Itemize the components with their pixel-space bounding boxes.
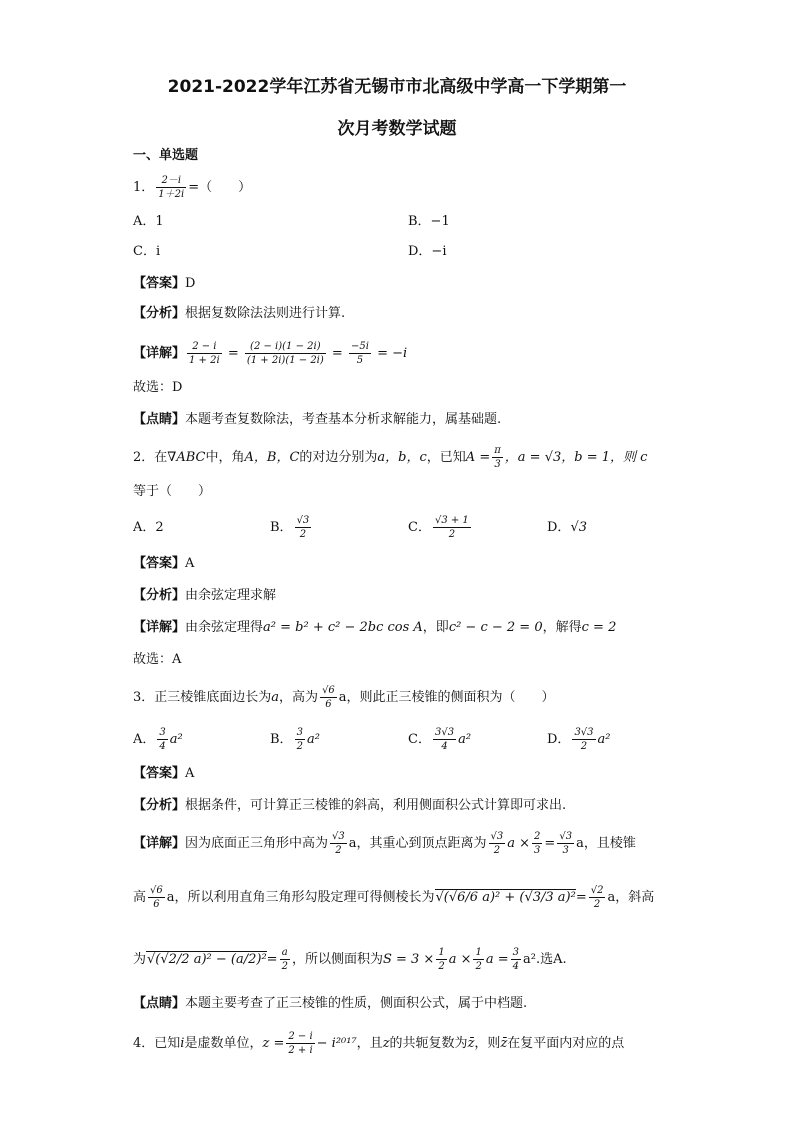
q2-given-values: ，a = √3，b = 1，则 c [504, 450, 648, 465]
q2-detail [133, 618, 616, 638]
q2-stem-part-f: ，已知 [426, 450, 466, 465]
q2-pi-frac [492, 444, 503, 471]
q3-d1-frac-2-den: 2 [493, 845, 501, 856]
q3-d1-part-b: a，其重心到顶点距离为 [348, 836, 487, 851]
q2-option-b-label: B． [270, 520, 293, 535]
q2-answer-tag: 【答案】 [133, 556, 186, 571]
q3-d2-frac-1 [148, 884, 165, 911]
q3-option-c-label: C． [408, 732, 431, 747]
q2-stem-part-a: 2．在 [133, 450, 168, 465]
q1-comment-tag: 【点睛】 [133, 412, 186, 427]
q2-option-d [547, 518, 587, 538]
q2-option-c-frac [433, 514, 471, 541]
q3-d3-frac-3 [473, 946, 483, 973]
q3-d2-frac-1-den: 6 [153, 899, 160, 910]
q3-d2-frac-1-num: √6 [150, 885, 163, 896]
q3-option-d-var: a² [597, 732, 611, 747]
q1-detail-frac-2 [245, 340, 326, 367]
document-title-line-1: 2021-2022学年江苏省无锡市市北高级中学高一下学期第一 [167, 77, 627, 97]
q3-option-a-label: A． [133, 732, 156, 747]
q2-answer [133, 554, 194, 574]
q4-z-eq: z = [262, 1036, 285, 1051]
q3-option-b-den: 2 [296, 741, 303, 752]
q1-option-d: D．−i [408, 244, 447, 259]
q3-d3-frac-1-den: 2 [281, 961, 288, 972]
q2-choose: 故选：A [133, 652, 182, 667]
q3-option-b-label: B． [270, 732, 293, 747]
q3-comment-text: 本题主要考查了正三棱锥的性质，侧面积公式，属于中档题. [185, 996, 528, 1011]
q3-height-num: √6 [322, 685, 335, 696]
q2-detail-formula: a² = b² + c² − 2bc cos A [263, 620, 423, 635]
q3-d3-frac-1 [280, 946, 290, 973]
q4-stem-part-f: 在复平面内对应的点 [507, 1036, 625, 1051]
q2-angle-a-eq: A = [465, 450, 491, 465]
q1-number: 1． [133, 180, 155, 195]
q2-angles: A，B，C [244, 450, 300, 465]
q4-stem-part-a: 4．已知 [133, 1036, 181, 1051]
q1-stem-tail: =（ ） [188, 180, 252, 195]
q2-option-b-den: 2 [299, 529, 307, 540]
q2-detail-solution: c = 2 [581, 620, 617, 635]
q3-analysis-tag: 【分析】 [133, 798, 186, 813]
q1-detail-tag: 【详解】 [133, 346, 186, 361]
q3-d1-frac-4-num: √3 [559, 831, 573, 842]
q2-option-d-label: D． [547, 520, 571, 535]
q3-d1-frac-1-den: 2 [335, 845, 342, 856]
q1-detail-frac-1-den: 1 + 2i [189, 355, 220, 366]
q3-d1-frac-4 [557, 830, 574, 857]
q3-answer-value: A [185, 766, 195, 781]
q3-d3-frac-1-num: a [280, 946, 290, 960]
q3-d1-part-a: 因为底面正三角形中高为 [185, 836, 329, 851]
q3-option-b-num: 3 [296, 727, 303, 738]
q2-sides: a，b，c [377, 450, 427, 465]
q2-analysis [133, 586, 276, 606]
q2-option-c-num: √3 + 1 [434, 515, 469, 526]
q1-detail-frac-3-den: 5 [356, 355, 364, 366]
q3-option-d [547, 726, 611, 753]
q3-d1-frac-3-num: 2 [534, 831, 541, 842]
q1-detail-frac-3-num: −5i [350, 341, 369, 352]
q4-z-frac [286, 1030, 314, 1057]
q3-d3-part-e: a = [485, 952, 509, 967]
q1-detail-end: = −i [377, 346, 408, 361]
q4-z-tail: − i²⁰¹⁷ [316, 1036, 357, 1051]
q3-option-c-num: 3√3 [434, 727, 455, 738]
q3-d3-frac-2-num: 1 [438, 947, 445, 958]
q3-d3-frac-3-den: 2 [475, 961, 482, 972]
q2-pi-num: π [494, 445, 501, 456]
q1-analysis-text: 根据复数除法法则进行计算. [185, 306, 346, 321]
q2-detail-tag: 【详解】 [133, 620, 186, 635]
q3-option-a-num: 3 [159, 727, 166, 738]
q2-option-a: A．2 [133, 520, 164, 535]
q3-option-d-label: D． [547, 732, 571, 747]
q4-z: z [382, 1036, 390, 1051]
q1-detail-frac-2-num: (2 − i)(1 − 2i) [245, 340, 326, 354]
q4-stem-part-b: 是虚数单位， [184, 1036, 263, 1051]
q1-detail-frac-2-den: (1 + 2i)(1 − 2i) [246, 355, 324, 366]
q3-option-c-den: 4 [441, 741, 448, 752]
q3-comment [133, 994, 527, 1014]
q3-d1-frac-1 [330, 830, 347, 857]
q2-detail-part-b: ，即 [422, 620, 449, 635]
q3-analysis-text: 根据条件，可计算正三棱锥的斜高，利用侧面积公式计算即可求出. [185, 798, 567, 813]
q3-side-a: a [271, 690, 280, 705]
q2-detail-part-c: ，解得 [542, 620, 582, 635]
q3-d1-part-d: = [544, 836, 556, 851]
q2-answer-value: A [185, 556, 195, 571]
q3-detail-line-3 [133, 946, 567, 973]
q3-d2-frac-2 [589, 884, 606, 911]
q2-stem-line-1 [133, 444, 647, 471]
q3-d2-frac-2-den: 2 [593, 899, 601, 910]
q2-option-c-den: 2 [448, 529, 456, 540]
q1-stem [133, 174, 251, 201]
q3-d2-part-a: 高 [133, 890, 147, 905]
q3-option-d-num: 3√3 [574, 727, 594, 738]
q1-frac-den: 1＋2i [158, 189, 185, 200]
q3-d3-frac-4 [511, 946, 521, 973]
q3-d3-area-s: S = 3 × [382, 952, 435, 967]
q4-z-num: 2 − i [288, 1031, 313, 1042]
q2-stem-part-d: 的对边分别为 [299, 450, 378, 465]
q1-comment [133, 410, 501, 430]
q3-option-a-var: a² [169, 732, 183, 747]
section-heading: 一、单选题 [133, 148, 199, 163]
q3-analysis [133, 796, 566, 816]
q3-d2-frac-2-num: √2 [590, 885, 604, 896]
document-title-line-2: 次月考数学试题 [337, 119, 457, 139]
q1-answer-tag: 【答案】 [133, 276, 186, 291]
q3-d3-frac-2-den: 2 [438, 961, 445, 972]
q3-stem-part-c: a，则此正三棱锥的侧面积为（ ） [338, 690, 555, 705]
q3-d3-frac-2 [436, 946, 446, 973]
q2-option-b-num: √3 [296, 515, 310, 526]
q3-d1-frac-3 [532, 830, 542, 857]
q3-option-b-var: a² [306, 732, 320, 747]
q3-d1-frac-3-den: 3 [534, 845, 541, 856]
q2-option-b [270, 514, 313, 541]
q3-d3-part-d: a × [448, 952, 472, 967]
q1-detail: 【详解】 $\frac{2 - i}{1 + 2i}$ = $\frac{(2 - i)(1 - 2i)}{(1 + 2i)(1 - 2i)}$ = $\frac{-5i}{5}$ = −i [133, 341, 408, 366]
q2-detail-part-a: 由余弦定理得 [185, 620, 264, 635]
q3-d3-part-f: a².选A. [523, 952, 567, 967]
q3-d3-frac-4-num: 3 [512, 947, 519, 958]
q3-d2-part-c: = [575, 890, 587, 905]
q1-option-b: B．−1 [408, 214, 450, 229]
q1-comment-text: 本题考查复数除法，考查基本分析求解能力，属基础题. [185, 412, 502, 427]
q1-fraction [156, 174, 186, 201]
q3-d3-sqrt-expr: √(√2/2 a)² − (a/2)² [147, 952, 267, 967]
q1-frac-num: 2－i [156, 174, 186, 188]
q2-pi-den: 3 [494, 459, 501, 470]
q2-triangle: ∇ABC [167, 450, 206, 465]
q3-answer-tag: 【答案】 [133, 766, 186, 781]
q3-d1-frac-2 [489, 830, 506, 857]
q3-d2-sqrt-expr: √(√6/6 a)² + (√3/3 a)² [435, 890, 576, 905]
q1-answer-value: D [185, 276, 196, 291]
q4-stem-part-c: ，且 [356, 1036, 383, 1051]
q3-option-b-frac [295, 726, 305, 753]
q3-option-a [133, 726, 183, 753]
q3-d3-part-a: 为 [133, 952, 147, 967]
q3-d3-part-b: = [266, 952, 278, 967]
q3-stem-part-a: 3．正三棱锥底面边长为 [133, 690, 272, 705]
q3-answer [133, 764, 194, 784]
q3-d1-frac-2-num: √3 [490, 831, 504, 842]
q1-detail-frac-3 [349, 340, 371, 367]
q4-stem-part-d: 的共轭复数为 [389, 1036, 468, 1051]
q2-detail-equation: c² − c − 2 = 0 [448, 620, 543, 635]
q4-zbar: z̄ [467, 1036, 475, 1051]
q1-detail-frac-1 [187, 340, 222, 367]
q3-d2-part-b: a，所以利用直角三角形勾股定理可得侧棱长为 [166, 890, 435, 905]
q4-z-den: 2 + i [288, 1045, 313, 1056]
q2-option-b-frac [295, 514, 312, 541]
q2-analysis-text: 由余弦定理求解 [185, 588, 277, 603]
q3-option-c-frac [433, 726, 456, 753]
q4-stem [133, 1030, 624, 1057]
q1-answer [133, 274, 195, 294]
q3-option-d-frac [572, 726, 595, 753]
q2-stem-line-2: 等于（ ） [133, 484, 212, 499]
q3-height-den: 6 [325, 699, 332, 710]
q4-imag-unit: i [180, 1036, 185, 1051]
q3-d3-frac-3-num: 1 [475, 947, 482, 958]
q3-option-a-frac [157, 726, 167, 753]
q3-d2-part-d: a，斜高 [607, 890, 655, 905]
q3-option-d-den: 2 [580, 741, 588, 752]
q3-d3-frac-4-den: 4 [512, 961, 519, 972]
q2-option-c-label: C． [408, 520, 431, 535]
q3-stem-part-b: ，高为 [279, 690, 319, 705]
q3-d1-frac-4-den: 3 [562, 845, 569, 856]
q2-analysis-tag: 【分析】 [133, 588, 186, 603]
q3-height-frac [320, 684, 337, 711]
q3-d1-part-e: a，且棱锥 [576, 836, 636, 851]
q2-stem-part-b: 中，角 [205, 450, 245, 465]
q2-option-c [408, 514, 473, 541]
q2-option-d-value: √3 [570, 520, 587, 535]
q3-option-b [270, 726, 320, 753]
q4-zbar-2: z̄ [500, 1036, 508, 1051]
q3-stem [133, 684, 555, 711]
q1-option-c: C．i [133, 244, 161, 259]
q1-choose: 故选：D [133, 380, 183, 395]
q3-option-c-var: a² [458, 732, 472, 747]
q3-detail-tag: 【详解】 [133, 836, 186, 851]
q3-d1-frac-1-num: √3 [332, 831, 345, 842]
q1-analysis [133, 304, 345, 324]
q3-d1-part-c: a × [507, 836, 531, 851]
q3-option-a-den: 4 [159, 741, 166, 752]
q1-option-a: A．1 [133, 214, 164, 229]
q1-analysis-tag: 【分析】 [133, 306, 186, 321]
q1-detail-frac-1-num: 2 − i [187, 340, 222, 354]
q3-detail-line-1 [133, 830, 636, 857]
q3-detail-line-2 [133, 884, 654, 911]
q3-option-c [408, 726, 471, 753]
q3-d3-part-c: ，所以侧面积为 [291, 952, 383, 967]
q3-comment-tag: 【点睛】 [133, 996, 186, 1011]
q4-stem-part-e: ，则 [474, 1036, 501, 1051]
